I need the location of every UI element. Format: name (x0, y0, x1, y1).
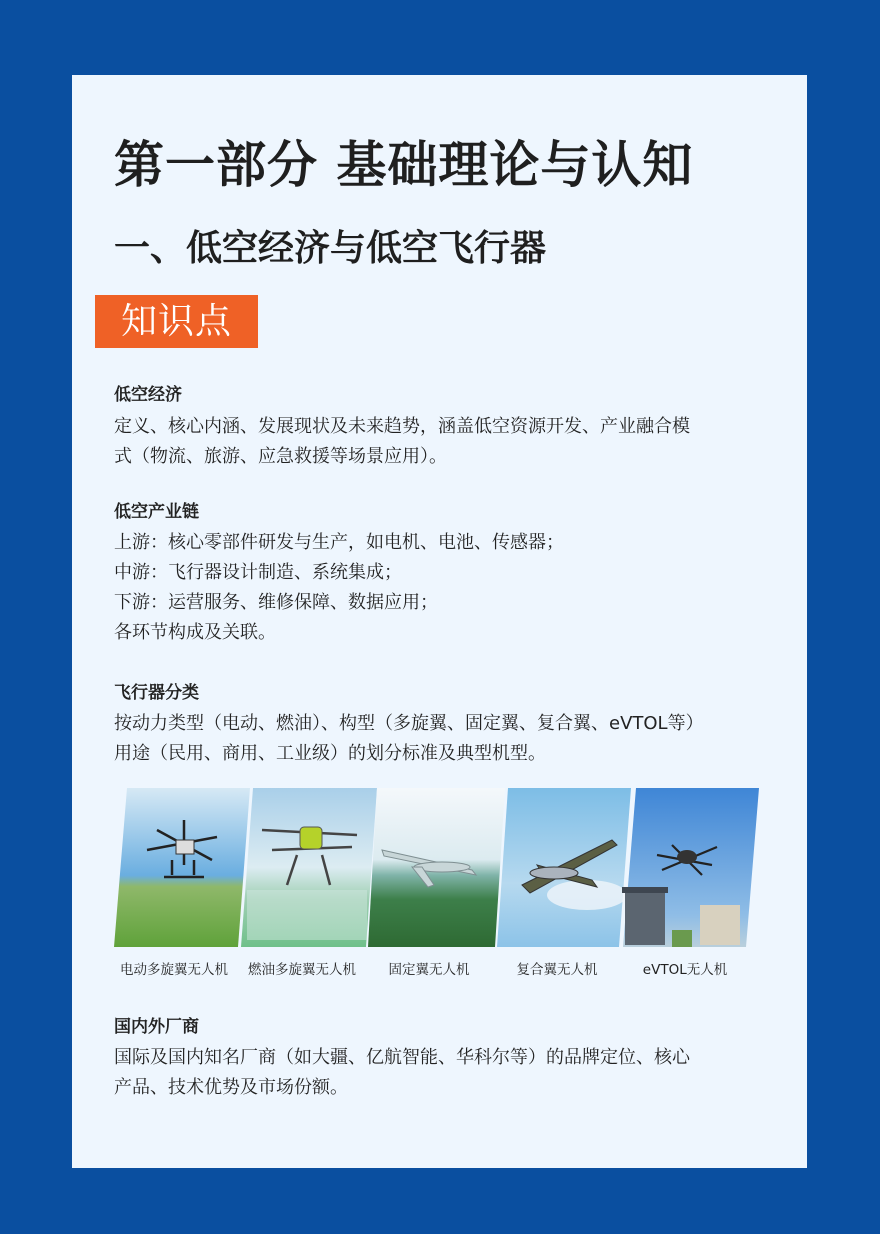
text-line-upstream: 上游：核心零部件研发与生产，如电机、电池、传感器； (114, 532, 564, 553)
multirotor-drone-icon (114, 788, 250, 947)
knowledge-points-badge: 知识点 (95, 295, 258, 348)
part-heading: 第一部分 基础理论与认知 (114, 136, 694, 194)
fixed-wing-drone-icon (368, 788, 505, 947)
section-title-low-altitude-economy: 低空经济 (114, 385, 182, 405)
text-line: 式（物流、旅游、应急救援等场景应用）。 (114, 446, 447, 467)
content-card (72, 75, 807, 1168)
section-body-low-altitude-economy (114, 412, 774, 472)
section-body-manufacturers (114, 1043, 774, 1103)
section-body-aircraft-classification (114, 709, 774, 769)
caption-fixed-wing: 固定翼无人机 (388, 962, 470, 978)
section-title-aircraft-classification: 飞行器分类 (114, 683, 199, 703)
caption-compound-wing: 复合翼无人机 (516, 962, 598, 978)
evtol-icon (622, 788, 759, 947)
compound-wing-drone-icon (497, 788, 631, 947)
fuel-multirotor-drone-icon (241, 788, 377, 947)
caption-evtol: eVTOL无人机 (642, 962, 728, 978)
text-line-downstream: 下游：运营服务、维修保障、数据应用； (114, 592, 438, 613)
caption-electric-multirotor: 电动多旋翼无人机 (120, 962, 228, 978)
caption-fuel-multirotor: 燃油多旋翼无人机 (248, 962, 356, 978)
text-line: 产品、技术优势及市场份额。 (114, 1077, 348, 1098)
text-line: 国际及国内知名厂商（如大疆、亿航智能、华科尔等）的品牌定位、核心 (114, 1047, 690, 1068)
chapter-heading: 一、低空经济与低空飞行器 (114, 228, 547, 269)
text-line: 按动力类型（电动、燃油）、构型（多旋翼、固定翼、复合翼、eVTOL等） (114, 713, 704, 734)
section-body-industry-chain (114, 528, 774, 648)
text-line: 用途（民用、商用、工业级）的划分标准及典型机型。 (114, 743, 546, 764)
text-line: 定义、核心内涵、发展现状及未来趋势，涵盖低空资源开发、产业融合模 (114, 416, 690, 437)
section-title-industry-chain: 低空产业链 (114, 502, 199, 522)
text-line: 各环节构成及关联。 (114, 622, 276, 643)
section-title-manufacturers: 国内外厂商 (114, 1017, 199, 1037)
text-line-midstream: 中游：飞行器设计制造、系统集成； (114, 562, 402, 583)
